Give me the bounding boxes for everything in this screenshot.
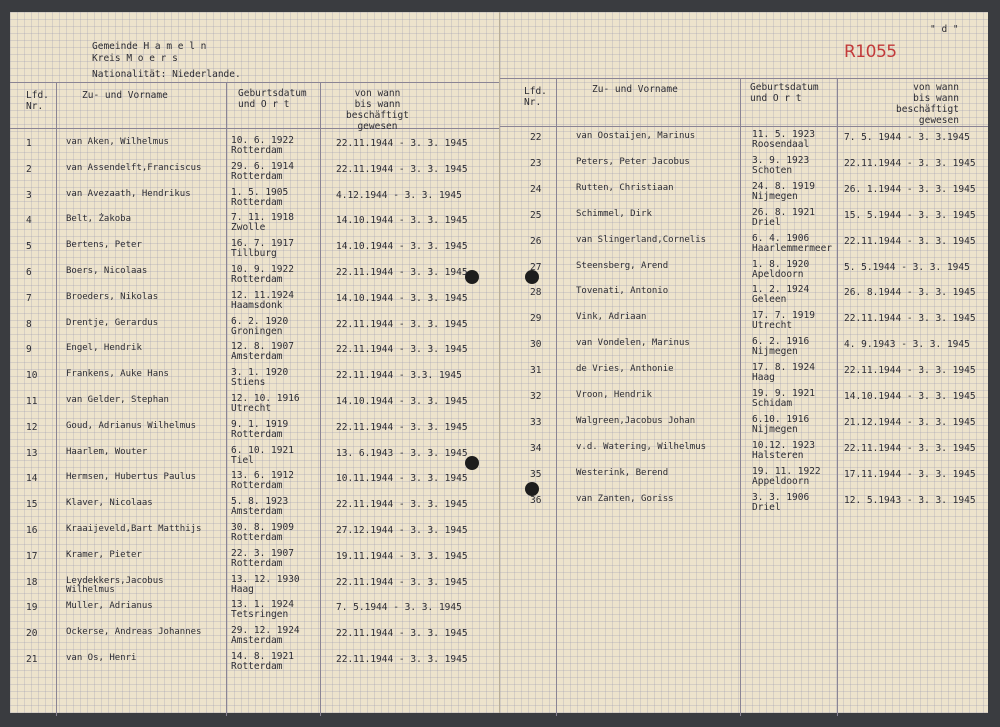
row-name: Haarlem, Wouter — [66, 446, 148, 457]
row-birth-date: 22. 3. 1907 — [231, 547, 294, 559]
table-header-bottom-rule — [500, 126, 988, 127]
row-birth-date: 10. 9. 1922 — [231, 264, 294, 275]
row-period: 22.11.1944 - 3. 3. 1945 — [336, 318, 468, 330]
row-birth-date: 6.10. 1916 — [752, 413, 810, 425]
row-birth-date: 16. 7. 1917 — [231, 238, 294, 250]
left-page — [10, 12, 499, 713]
row-birth-place: Rotterdam — [231, 480, 283, 492]
row-period: 14.10.1944 - 3. 3. 1945 — [844, 391, 976, 402]
row-number: 5 — [26, 241, 32, 253]
row-number: 15 — [26, 499, 38, 511]
table-header-top-rule — [10, 82, 499, 83]
row-number: 19 — [26, 602, 38, 614]
row-name: van Assendelft,Franciscus — [66, 162, 202, 173]
row-number: 31 — [530, 365, 542, 377]
row-number: 13 — [26, 447, 38, 459]
row-number: 12 — [26, 421, 38, 433]
row-birth-place: Amsterdam — [231, 506, 283, 518]
row-birth-place: Haarlemmermeer — [752, 242, 833, 254]
row-birth-date: 10. 6. 1922 — [231, 135, 294, 146]
table-header-bottom-rule — [10, 128, 499, 129]
row-number: 36 — [530, 494, 542, 506]
column-divider — [556, 78, 557, 716]
row-birth-place: Appeldoorn — [752, 475, 810, 487]
column-divider — [226, 82, 227, 716]
row-name: Hermsen, Hubertus Paulus — [66, 472, 197, 483]
row-period: 4.12.1944 - 3. 3. 1945 — [336, 189, 462, 201]
row-birth-date: 1. 5. 1905 — [231, 186, 289, 198]
col-header-period: von wann bis wann beschäftigt gewesen — [896, 82, 959, 126]
row-name: Walgreen,Jacobus Johan — [576, 415, 696, 426]
row-birth-date: 11. 5. 1923 — [752, 129, 815, 140]
row-name: Vroon, Hendrik — [576, 390, 652, 400]
row-name: Muller, Adrianus — [66, 601, 153, 612]
row-name: Westerink, Berend — [576, 467, 669, 478]
row-birth-place: Stiens — [231, 377, 266, 389]
row-number: 17 — [26, 550, 38, 562]
row-name: van Oostaijen, Marinus — [576, 131, 696, 141]
row-period: 22.11.1944 - 3. 3. 1945 — [844, 313, 976, 325]
row-birth-place: Rotterdam — [231, 145, 283, 156]
row-name: van Gelder, Stephan — [66, 395, 169, 405]
row-period: 22.11.1944 - 3. 3. 1945 — [336, 499, 468, 511]
row-number: 34 — [530, 442, 542, 454]
archive-stamp: R1055 — [844, 42, 897, 62]
row-number: 16 — [26, 525, 38, 536]
row-birth-date: 13. 1. 1924 — [231, 599, 294, 611]
row-birth-place: Rotterdam — [231, 170, 283, 182]
row-birth-date: 7. 11. 1918 — [231, 212, 294, 224]
row-name: Engel, Hendrik — [66, 343, 142, 354]
row-name: de Vries, Anthonie — [576, 364, 674, 375]
row-period: 27.12.1944 - 3. 3. 1945 — [336, 525, 468, 536]
row-period: 7. 5.1944 - 3. 3. 1945 — [336, 602, 462, 614]
row-period: 26. 1.1944 - 3. 3. 1945 — [844, 183, 976, 195]
row-period: 14.10.1944 - 3. 3. 1945 — [336, 241, 468, 253]
row-period: 22.11.1944 - 3. 3. 1945 — [336, 267, 468, 278]
row-birth-place: Rotterdam — [231, 274, 283, 285]
row-name: van Os, Henri — [66, 653, 137, 663]
row-number: 27 — [530, 261, 542, 273]
row-birth-place: Rotterdam — [231, 661, 283, 672]
row-birth-place: Haag — [231, 583, 254, 595]
row-period: 22.11.1944 - 3. 3. 1945 — [336, 421, 468, 433]
row-birth-place: Schidam — [752, 398, 793, 409]
row-number: 22 — [530, 132, 542, 143]
row-name: van Aken, Wilhelmus — [66, 137, 169, 147]
row-name: Frankens, Auke Hans — [66, 369, 169, 380]
row-birth-date: 10.12. 1923 — [752, 439, 815, 451]
col-header-period: von wann bis wann beschäftigt gewesen — [346, 88, 409, 132]
row-number: 32 — [530, 391, 542, 402]
row-birth-date: 3. 3. 1906 — [752, 491, 810, 503]
row-birth-place: Rotterdam — [231, 532, 283, 543]
row-name: Klaver, Nicolaas — [66, 498, 153, 509]
col-header-lfd: Lfd. Nr. — [524, 86, 547, 108]
row-birth-date: 13. 12. 1930 — [231, 573, 300, 585]
row-name: Kramer, Pieter — [66, 549, 142, 560]
row-name: van Avezaath, Hendrikus — [66, 188, 191, 199]
row-birth-place: Geleen — [752, 294, 787, 306]
row-period: 26. 8.1944 - 3. 3. 1945 — [844, 287, 976, 299]
row-period: 4. 9.1943 - 3. 3. 1945 — [844, 339, 970, 351]
row-birth-place: Rotterdam — [231, 196, 283, 208]
row-birth-place: Rotterdam — [231, 557, 283, 569]
row-birth-place: Tillburg — [231, 248, 277, 260]
row-birth-place: Tetsringen — [231, 609, 289, 621]
row-birth-place: Driel — [752, 501, 781, 513]
row-birth-date: 19. 11. 1922 — [752, 465, 821, 477]
row-birth-place: Rotterdam — [231, 428, 283, 440]
row-birth-place: Nijmegen — [752, 423, 798, 435]
row-number: 9 — [26, 344, 32, 356]
row-period: 22.11.1944 - 3. 3. 1945 — [336, 138, 468, 149]
row-birth-place: Amsterdam — [231, 635, 283, 647]
row-period: 17.11.1944 - 3. 3. 1945 — [844, 468, 976, 480]
row-period: 13. 6.1943 - 3. 3. 1945 — [336, 447, 468, 459]
row-number: 20 — [26, 628, 38, 640]
row-period: 19.11.1944 - 3. 3. 1945 — [336, 550, 468, 562]
row-name: Schimmel, Dirk — [576, 208, 652, 219]
row-birth-date: 12. 8. 1907 — [231, 341, 294, 353]
row-number: 11 — [26, 396, 38, 407]
row-name: van Vondelen, Marinus — [576, 338, 690, 349]
row-birth-place: Driel — [752, 216, 781, 228]
row-number: 30 — [530, 339, 542, 351]
row-birth-date: 29. 12. 1924 — [231, 625, 300, 637]
row-name: Rutten, Christiaan — [576, 182, 674, 193]
col-header-name: Zu- und Vorname — [82, 90, 168, 101]
row-number: 28 — [530, 287, 542, 299]
row-number: 23 — [530, 157, 542, 169]
row-period: 22.11.1944 - 3.3. 1945 — [336, 370, 462, 382]
row-birth-place: Amsterdam — [231, 351, 283, 363]
row-number: 24 — [530, 183, 542, 195]
row-name: Bertens, Peter — [66, 240, 142, 251]
row-birth-place: Nijmegen — [752, 190, 798, 202]
row-number: 3 — [26, 189, 32, 201]
row-birth-date: 9. 1. 1919 — [231, 418, 289, 430]
row-name: Vink, Adriaan — [576, 312, 647, 323]
row-birth-place: Zwolle — [231, 222, 266, 234]
row-name: Broeders, Nikolas — [66, 291, 159, 302]
row-period: 22.11.1944 - 3. 3. 1945 — [336, 654, 468, 665]
row-number: 25 — [530, 209, 542, 221]
row-number: 10 — [26, 370, 38, 382]
row-period: 15. 5.1944 - 3. 3. 1945 — [844, 209, 976, 221]
row-name: v.d. Watering, Wilhelmus — [576, 441, 707, 452]
page-mark: " d " — [930, 24, 959, 35]
row-birth-place: Haamsdonk — [231, 299, 283, 311]
row-name: Boers, Nicolaas — [66, 266, 148, 276]
row-name: Tovenati, Antonio — [576, 286, 669, 297]
col-header-name: Zu- und Vorname — [592, 84, 678, 95]
row-number: 6 — [26, 267, 32, 278]
row-number: 2 — [26, 163, 32, 175]
row-birth-place: Utrecht — [752, 320, 793, 332]
row-name: Goud, Adrianus Wilhelmus — [66, 420, 197, 431]
col-header-geburt: Geburtsdatum und O r t — [238, 88, 307, 110]
row-number: 26 — [530, 235, 542, 247]
row-birth-date: 24. 8. 1919 — [752, 180, 815, 192]
row-name: Leydekkers,Jacobus Wilhelmus — [66, 575, 164, 596]
column-divider — [320, 82, 321, 716]
row-period: 22.11.1944 - 3. 3. 1945 — [844, 442, 976, 454]
gemeinde-label: Gemeinde H a m e l n — [92, 41, 207, 52]
row-birth-place: Tiel — [231, 454, 254, 466]
row-birth-date: 6. 2. 1920 — [231, 315, 289, 327]
row-birth-date: 17. 7. 1919 — [752, 310, 815, 322]
row-period: 12. 5.1943 - 3. 3. 1945 — [844, 494, 976, 506]
row-name: Drentje, Gerardus — [66, 317, 159, 328]
row-period: 10.11.1944 - 3. 3. 1945 — [336, 473, 468, 485]
row-birth-date: 6. 2. 1916 — [752, 336, 810, 348]
column-divider — [56, 82, 57, 716]
row-number: 21 — [26, 654, 38, 665]
table-header-top-rule — [500, 78, 988, 79]
row-name: Steensberg, Arend — [576, 260, 669, 271]
right-page — [499, 12, 988, 713]
row-name: Ockerse, Andreas Johannes — [66, 627, 202, 638]
kreis-label: Kreis M o e r s — [92, 53, 178, 64]
row-birth-date: 12. 11.1924 — [231, 289, 294, 301]
row-period: 22.11.1944 - 3. 3. 1945 — [336, 163, 468, 175]
row-birth-date: 1. 8. 1920 — [752, 258, 810, 270]
row-number: 18 — [26, 576, 38, 588]
row-number: 14 — [26, 473, 38, 485]
row-birth-date: 6. 4. 1906 — [752, 232, 810, 244]
row-name: van Zanten, Goriss — [576, 493, 674, 504]
row-period: 22.11.1944 - 3. 3. 1945 — [844, 235, 976, 247]
row-number: 29 — [530, 313, 542, 325]
row-birth-place: Apeldoorn — [752, 268, 804, 280]
row-period: 7. 5. 1944 - 3. 3.1945 — [844, 132, 970, 143]
row-birth-date: 13. 6. 1912 — [231, 470, 294, 482]
row-birth-date: 5. 8. 1923 — [231, 496, 289, 508]
row-period: 22.11.1944 - 3. 3. 1945 — [844, 365, 976, 377]
row-period: 14.10.1944 - 3. 3. 1945 — [336, 396, 468, 407]
row-period: 22.11.1944 - 3. 3. 1945 — [844, 157, 976, 169]
column-divider — [740, 78, 741, 716]
row-birth-place: Groningen — [231, 325, 283, 337]
row-birth-date: 12. 10. 1916 — [231, 393, 300, 404]
row-birth-date: 30. 8. 1909 — [231, 522, 294, 533]
row-birth-place: Roosendaal — [752, 139, 810, 150]
row-birth-date: 3. 9. 1923 — [752, 154, 810, 166]
row-name: Belt, Żakoba — [66, 214, 132, 225]
nationality-label: Nationalität: Niederlande. — [92, 69, 241, 80]
row-number: 33 — [530, 416, 542, 428]
row-birth-date: 6. 10. 1921 — [231, 444, 294, 456]
row-birth-place: Haag — [752, 372, 775, 384]
row-name: Kraaijeveld,Bart Matthijs — [66, 524, 202, 534]
row-birth-date: 19. 9. 1921 — [752, 388, 815, 399]
row-number: 4 — [26, 215, 32, 227]
row-period: 14.10.1944 - 3. 3. 1945 — [336, 292, 468, 304]
row-name: van Slingerland,Cornelis — [576, 234, 707, 245]
row-birth-place: Utrecht — [231, 403, 272, 414]
row-period: 21.12.1944 - 3. 3. 1945 — [844, 416, 976, 428]
row-period: 22.11.1944 - 3. 3. 1945 — [336, 344, 468, 356]
row-period: 5. 5.1944 - 3. 3. 1945 — [844, 261, 970, 273]
row-period: 14.10.1944 - 3. 3. 1945 — [336, 215, 468, 227]
row-birth-date: 17. 8. 1924 — [752, 362, 815, 374]
row-birth-place: Halsteren — [752, 449, 804, 461]
row-birth-place: Nijmegen — [752, 346, 798, 358]
row-birth-date: 3. 1. 1920 — [231, 367, 289, 379]
column-divider — [837, 78, 838, 716]
row-number: 1 — [26, 138, 32, 149]
row-number: 8 — [26, 318, 32, 330]
row-number: 35 — [530, 468, 542, 480]
row-period: 22.11.1944 - 3. 3. 1945 — [336, 576, 468, 588]
col-header-lfd: Lfd. Nr. — [26, 90, 49, 112]
row-name: Peters, Peter Jacobus — [576, 156, 690, 167]
row-birth-place: Schoten — [752, 164, 793, 176]
row-number: 7 — [26, 292, 32, 304]
col-header-geburt: Geburtsdatum und O r t — [750, 82, 819, 104]
row-birth-date: 14. 8. 1921 — [231, 651, 294, 662]
row-period: 22.11.1944 - 3. 3. 1945 — [336, 628, 468, 640]
row-birth-date: 1. 2. 1924 — [752, 284, 810, 296]
row-birth-date: 29. 6. 1914 — [231, 160, 294, 172]
row-birth-date: 26. 8. 1921 — [752, 206, 815, 218]
